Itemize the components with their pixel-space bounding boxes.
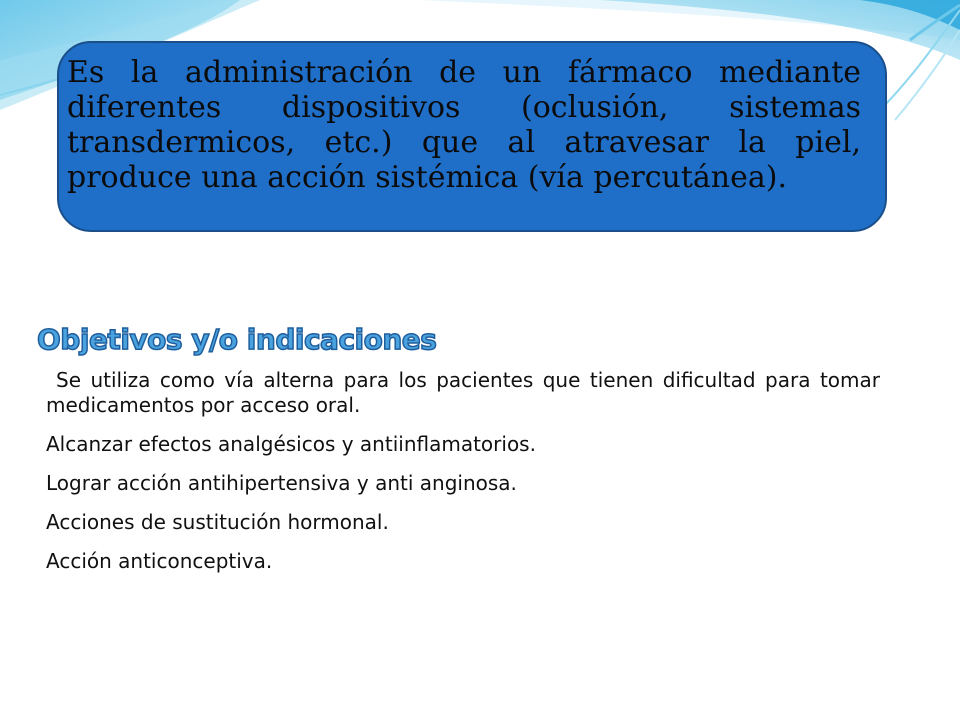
list-item: Acciones de sustitución hormonal. — [46, 510, 389, 534]
definition-text: Es la administración de un fármaco mediante diferentes dispositivos (oclusión, sistemas transdermicos, etc.) que al atravesar la piel, produce una acción sistémica (vía percutánea). — [67, 55, 861, 195]
section-heading: Objetivos y/o indicaciones — [37, 323, 437, 356]
list-item: Lograr acción antihipertensiva y anti anginosa. — [46, 471, 517, 495]
list-item: Se utiliza como vía alterna para los pacientes que tienen dificultad para tomar medicamentos por acceso oral. — [46, 368, 880, 417]
list-item: Acción anticonceptiva. — [46, 549, 273, 573]
list-item: Alcanzar efectos analgésicos y antiinflamatorios. — [46, 432, 536, 456]
indications-list — [46, 368, 880, 588]
definition-box — [57, 41, 887, 232]
